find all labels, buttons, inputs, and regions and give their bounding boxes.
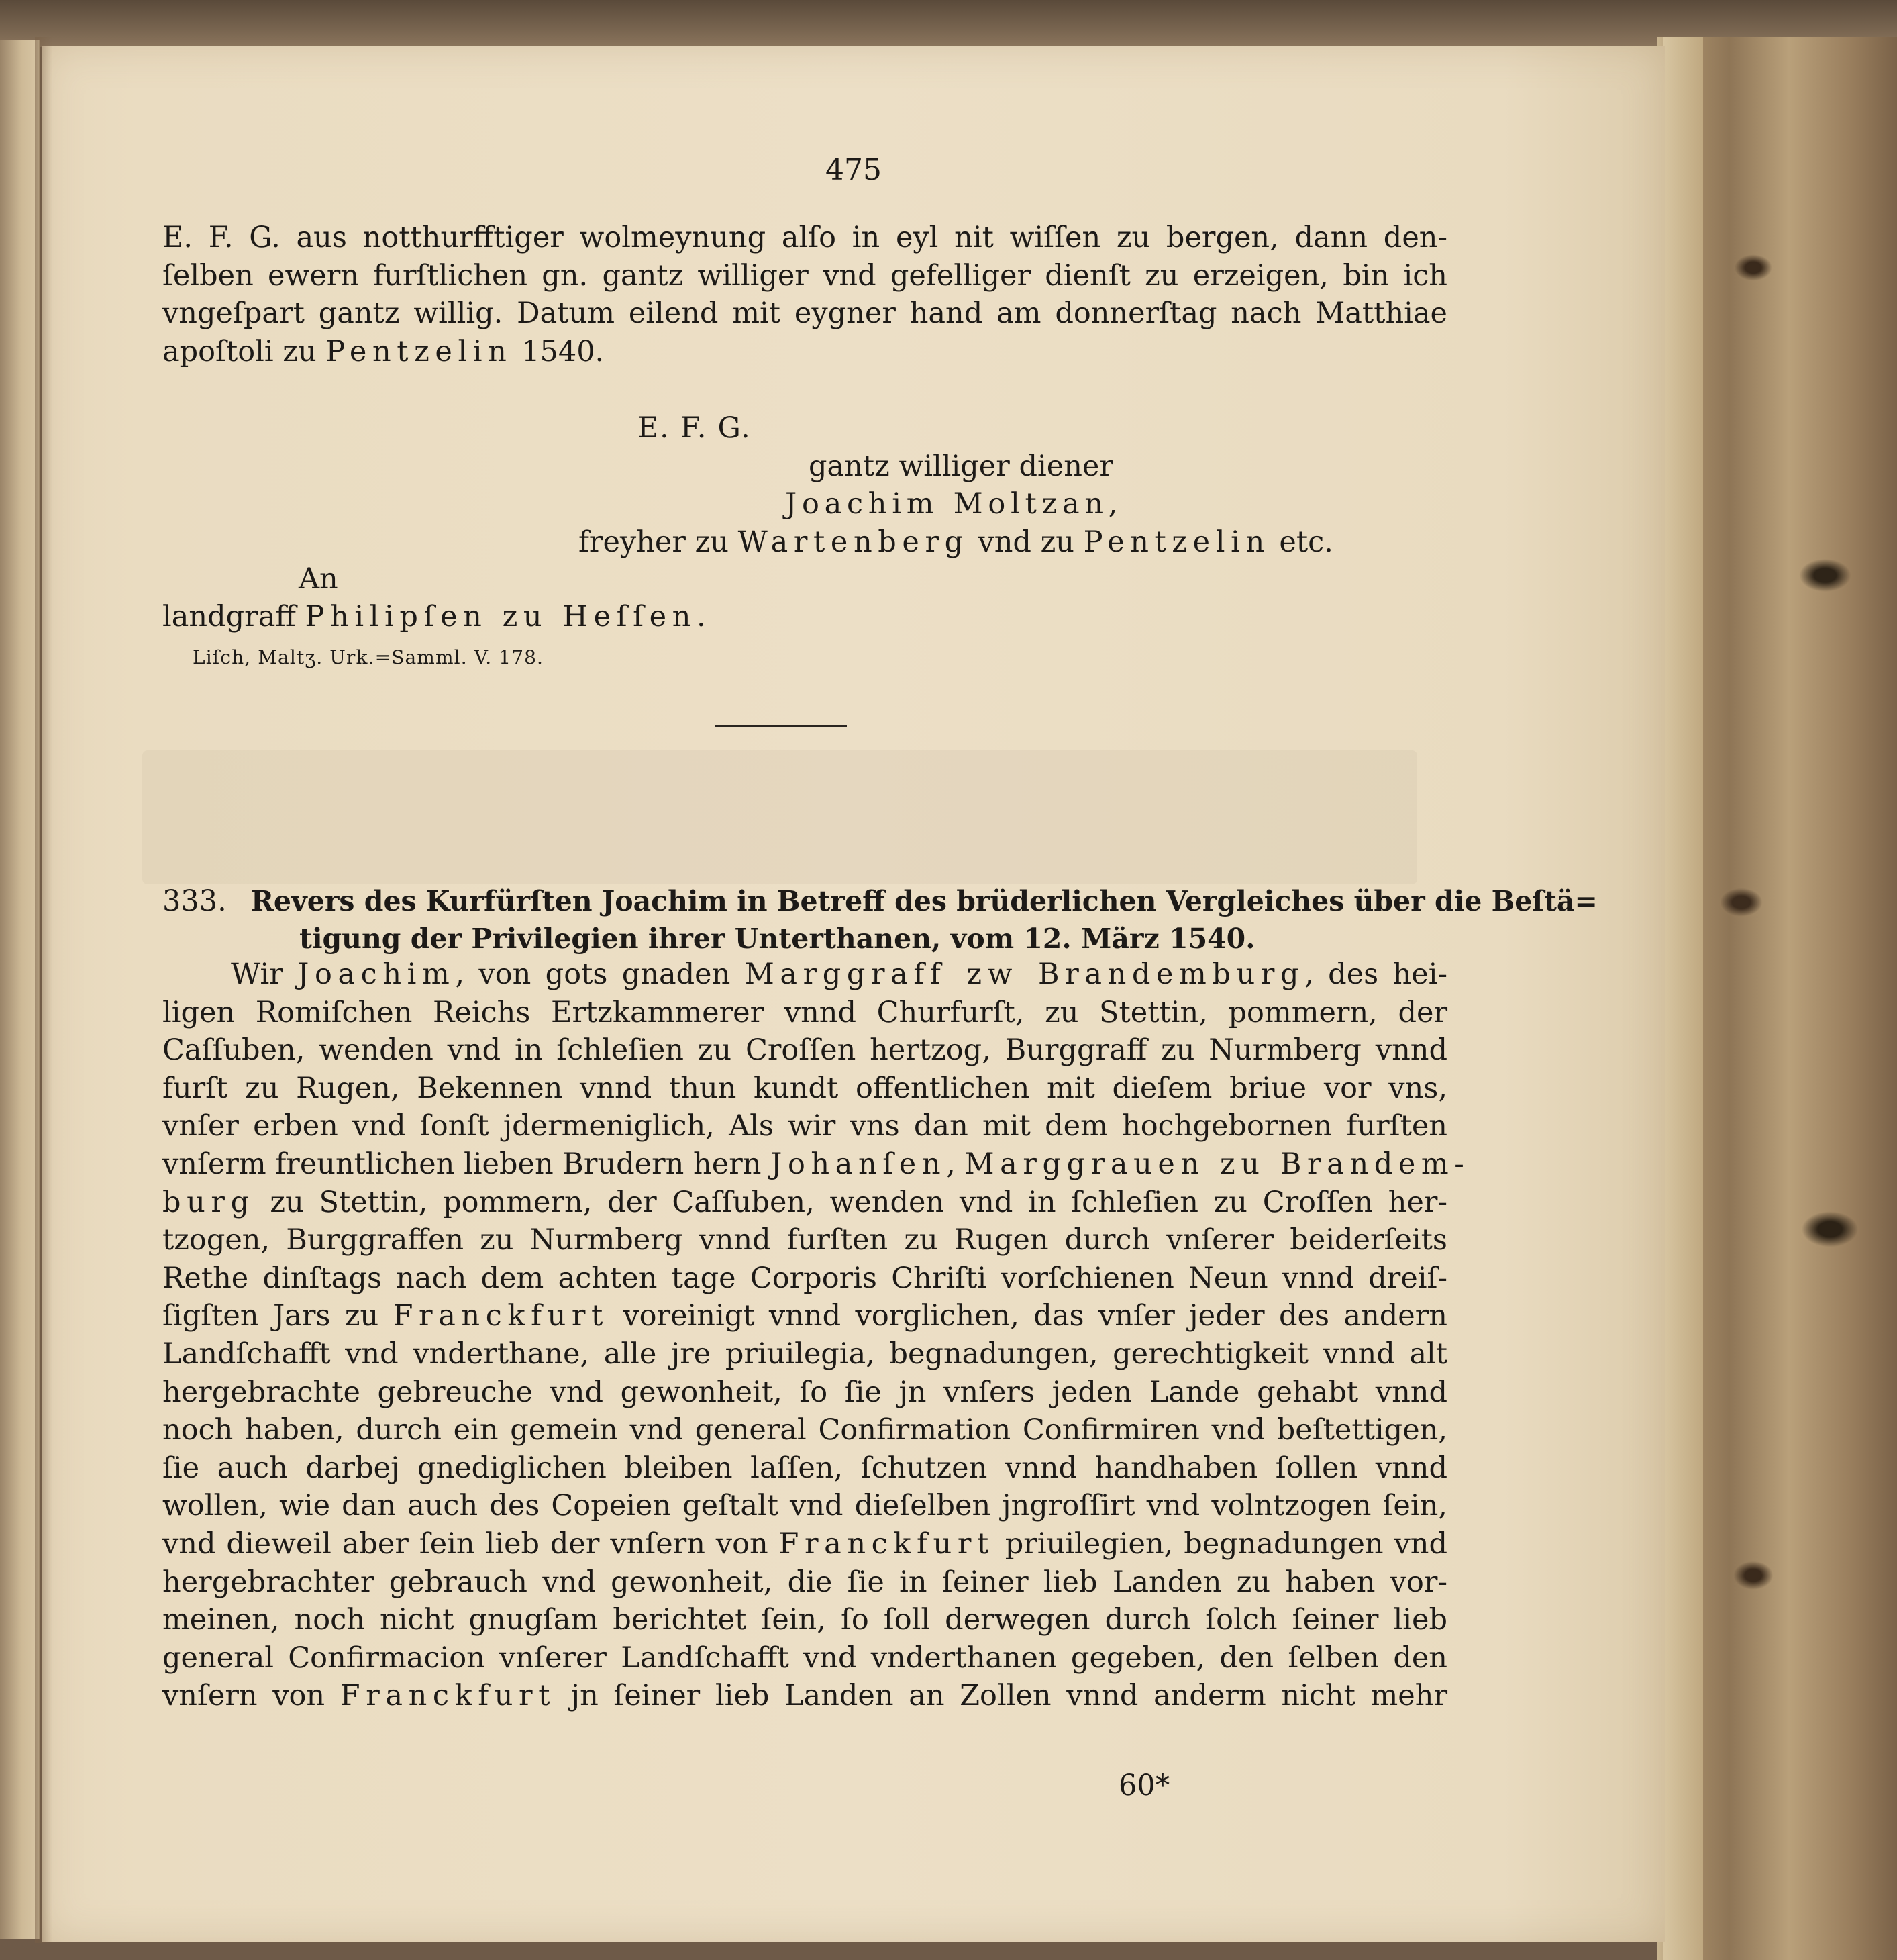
document-number: 333. — [162, 884, 227, 918]
text-fragment: 1540. — [512, 334, 605, 368]
show-through-text — [142, 750, 1417, 884]
text-fragment: , des hei- — [1304, 958, 1448, 991]
text-fragment: vnd zu — [968, 525, 1084, 559]
text-line — [162, 956, 1447, 994]
page-gutter-shadow — [35, 37, 52, 1943]
text-fragment: etc. — [1270, 525, 1333, 559]
text-fragment: freyher zu — [578, 525, 738, 559]
text-fragment: jn ſeiner lieb Landen an Zollen vnnd anderm nicht mehr — [556, 1679, 1448, 1713]
document-heading — [162, 882, 1598, 958]
place-name: Wartenberg — [737, 525, 969, 559]
text-fragment: landgraff — [162, 600, 305, 633]
person-name: Johanſen — [770, 1147, 947, 1181]
place-name: Franckfurt — [778, 1527, 994, 1561]
text-line — [162, 1145, 1470, 1184]
person-title: Marggraff zw Brandemburg — [744, 958, 1305, 991]
text-line: vngeſpart gantz willig. Datum eilend mit eygner hand am donnerſtag nach Matthiae — [162, 297, 1447, 331]
text-fragment: ſigſten Jars zu — [162, 1299, 393, 1333]
place-name: Pentzelin — [1083, 525, 1270, 559]
text-line: tzogen, Burggraffen zu Nurmberg vnnd furſten zu Rugen durch vnſerer beiderſeits — [162, 1223, 1447, 1257]
source-citation: Liſch, Maltʒ. Urk.=Samml. V. 178. — [193, 646, 544, 668]
signature-title — [578, 525, 1333, 559]
person-name: Joachim — [297, 958, 456, 991]
text-fragment: , — [946, 1147, 965, 1181]
section-separator — [715, 725, 847, 727]
text-line — [162, 1184, 1447, 1222]
document-body — [162, 956, 1470, 1715]
text-line: ſie auch darbej gnediglichen bleiben laſſen, ſchutzen vnnd handhaben ſollen vnnd — [162, 1451, 1447, 1485]
place-name: Pentzelin — [325, 334, 513, 368]
text-fragment: apoſtoli zu — [162, 334, 326, 368]
text-line: Rethe dinſtags nach dem achten tage Corporis Chriſti vorſchienen Neun vnnd dreiſ- — [162, 1261, 1447, 1295]
text-line: general Confirmacion vnſerer Landſchafft vnd vnderthanen gegeben, den ſelben den — [162, 1641, 1447, 1675]
place-name: Franckfurt — [393, 1299, 609, 1333]
signature-salutation: E. F. G. — [637, 411, 752, 445]
text-line: ſelben ewern furſtlichen gn. gantz williger vnd gefelliger dienſt zu erzeigen, bin ich — [162, 258, 1447, 293]
letter-closing-text — [162, 219, 1447, 370]
signature-name: Joachim Moltzan, — [785, 487, 1123, 521]
person-title: Marggrauen zu Brandem- — [964, 1147, 1470, 1181]
book-page — [42, 46, 1665, 1942]
text-line: hergebrachter gebrauch vnd gewonheit, die ſie in ſeiner lieb Landen zu haben vor- — [162, 1565, 1447, 1599]
address-to: An — [299, 562, 338, 596]
text-fragment: vnſern von — [162, 1679, 340, 1713]
text-fragment: , von gots gnaden — [455, 958, 745, 991]
text-fragment: vnd dieweil aber ſein lieb der vnſern von — [162, 1527, 779, 1561]
text-fragment: voreinigt vnnd vorglichen, das vnſer jeder des andern — [608, 1299, 1447, 1333]
text-line — [162, 1297, 1447, 1335]
text-line: E. F. G. aus notthurfftiger wolmeynung alſo in eyl nit wiſſen zu bergen, dann den- — [162, 221, 1447, 254]
text-line: Caſſuben, wenden vnd in ſchleſien zu Croſſen hertzog, Burggraff zu Nurmberg vnnd — [162, 1033, 1447, 1068]
text-line: Landſchafft vnd vnderthane, alle jre priuilegia, begnadungen, gerechtigkeit vnnd alt — [162, 1337, 1447, 1371]
marbled-book-cover-edge — [1657, 37, 1897, 1960]
person-title: burg — [162, 1185, 255, 1219]
heading-line: tigung der Privilegien ihrer Unterthanen, vom 12. März 1540. — [299, 923, 1255, 955]
text-fragment: Wir — [231, 958, 298, 991]
text-line — [162, 1677, 1447, 1715]
page-number: 475 — [825, 153, 882, 187]
text-line: noch haben, durch ein gemein vnd general Confirmation Confirmiren vnd beſtettigen, — [162, 1413, 1447, 1447]
text-line — [162, 1525, 1447, 1563]
previous-page-edge — [0, 40, 40, 1939]
text-line: furſt zu Rugen, Bekennen vnnd thun kundt offentlichen mit dieſem briue vor vns, — [162, 1071, 1447, 1105]
text-fragment: vnſerm freuntlichen lieben Brudern hern — [162, 1147, 771, 1181]
text-fragment: priuilegien, begnadungen vnd — [994, 1527, 1448, 1561]
signature-servant-line: gantz williger diener — [809, 450, 1113, 483]
heading-text: Revers des Kurfürſten Joachim in Betreff des brüderlichen Vergleiches über die Beſtä= — [250, 885, 1598, 917]
recipient-name: Philipſen zu Heſſen. — [305, 600, 712, 633]
text-line — [162, 333, 1447, 371]
text-line: meinen, noch nicht gnugſam berichtet ſein, ſo ſoll derwegen durch ſolch ſeiner lieb — [162, 1603, 1447, 1637]
printer-signature-mark: 60* — [1119, 1769, 1170, 1802]
text-line: vnſer erben vnd ſonſt jdermeniglich, Als wir vns dan mit dem hochgebornen furſten — [162, 1109, 1447, 1143]
heading-line — [162, 882, 1598, 920]
address-recipient — [162, 600, 711, 633]
book-top-edge — [0, 0, 1897, 47]
text-fragment: zu Stettin, pommern, der Caſſuben, wenden vnd in ſchleſien zu Croſſen her- — [254, 1185, 1447, 1219]
text-line: hergebrachte gebreuche vnd gewonheit, ſo ſie jn vnſers jeden Lande gehabt vnnd — [162, 1375, 1447, 1409]
text-line: wollen, wie dan auch des Copeien geſtalt vnd dieſelben jngroſſirt vnd volntzogen ſein, — [162, 1489, 1447, 1523]
place-name: Franckfurt — [340, 1679, 556, 1713]
text-line: ligen Romiſchen Reichs Ertzkammerer vnnd Churfurſt, zu Stettin, pommern, der — [162, 995, 1447, 1029]
